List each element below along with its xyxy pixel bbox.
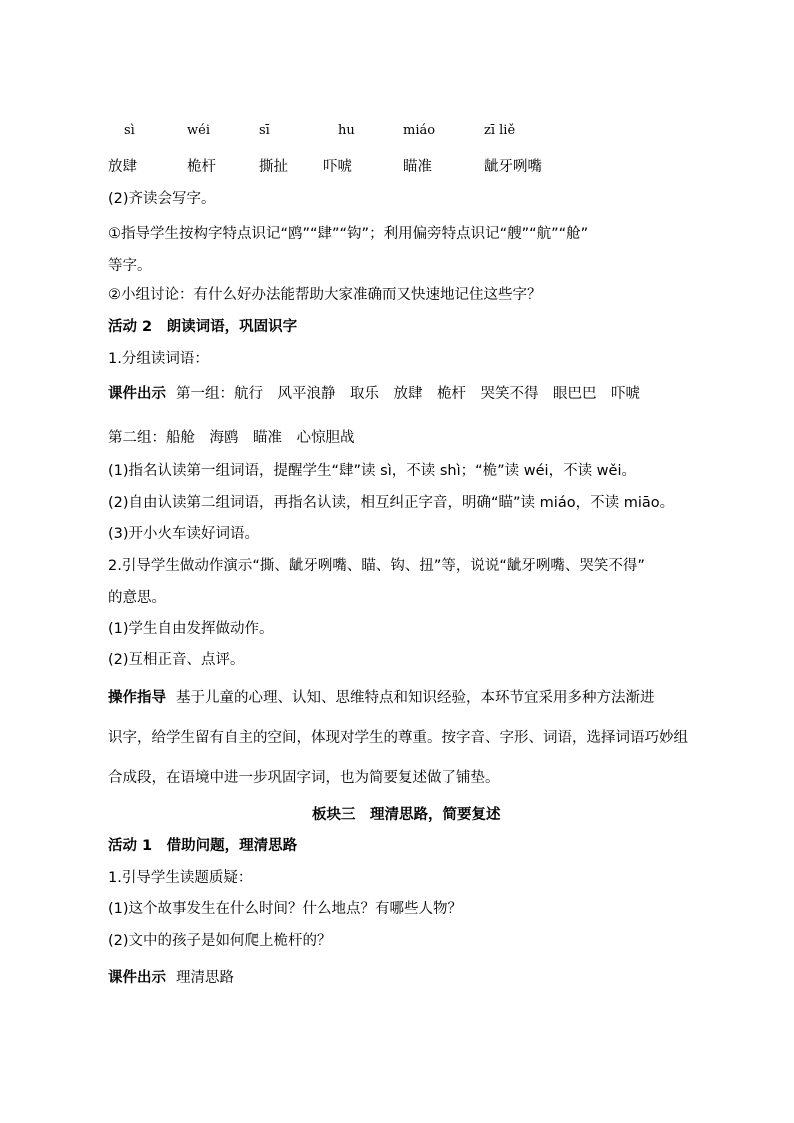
paragraph-9: (1)学生自由发挥做动作。 xyxy=(108,621,274,637)
word-xiahu: 吓唬 xyxy=(323,159,352,175)
courseware-outline-text: 理清思路 xyxy=(176,970,234,986)
operation-guide-cont-1: 识字，给学生留有自主的空间，体现对学生的尊重。按字音、字形、词语，选择词语巧妙组 xyxy=(108,730,688,746)
paragraph-5: (1)指名认读第一组词语，提醒学生“肆”读 sì，不读 shì；“桅”读 wéi，不读 wěi。 xyxy=(108,463,636,479)
pinyin-hu: hu xyxy=(338,123,355,138)
pinyin-si: sì xyxy=(124,123,135,138)
pinyin-wei: wéi xyxy=(187,123,210,138)
paragraph-8: 2.引导学生做动作演示“撕、龇牙咧嘴、瞄、钩、扭”等，说说“龇牙咧嘴、哭笑不得” xyxy=(108,558,645,574)
question-1: (1)这个故事发生在什么时间？什么地点？有哪些人物？ xyxy=(108,901,463,917)
paragraph-6: (2)自由认读第二组词语，再指名认读，相互纠正字音，明确“瞄”读 miáo，不读 miāo。 xyxy=(108,495,675,511)
operation-guide xyxy=(108,688,655,708)
word-miaozhun: 瞄准 xyxy=(403,159,432,175)
pinyin-si2: sī xyxy=(259,123,270,138)
section-3-heading: 板块三 理清思路，简要复述 xyxy=(312,807,501,823)
group-2-words: 第二组：船舱 海鸥 瞄准 心惊胆战 xyxy=(108,430,355,446)
operation-guide-text: 基于儿童的心理、认知、思维特点和知识经验，本环节宜采用多种方法渐进 xyxy=(176,690,655,706)
pinyin-zilie: zī liě xyxy=(484,123,516,138)
courseware-label-2: 课件出示 xyxy=(108,970,166,986)
paragraph-2-cont: 等字。 xyxy=(108,258,152,274)
paragraph-8-cont: 的意思。 xyxy=(108,590,166,606)
operation-guide-label: 操作指导 xyxy=(108,690,166,706)
word-sichan: 撕扯 xyxy=(259,159,288,175)
question-2: (2)文中的孩子是如何爬上桅杆的？ xyxy=(108,933,332,949)
paragraph-10: (2)互相正音、点评。 xyxy=(108,652,245,668)
paragraph-1: (2)齐读会写字。 xyxy=(108,191,216,207)
word-fangsi: 放肆 xyxy=(108,159,137,175)
paragraph-3: ②小组讨论：有什么好办法能帮助大家准确而又快速地记住这些字？ xyxy=(108,287,542,303)
activity-1-heading: 活动 1 借助问题，理清思路 xyxy=(108,838,298,854)
courseware-label: 课件出示 xyxy=(108,386,166,402)
paragraph-2: ①指导学生按构字特点识记“鸥”“肆”“钩”；利用偏旁特点识记“艘”“航”“舱” xyxy=(108,226,589,242)
group-1-words: 第一组：航行 风平浪静 取乐 放肆 桅杆 哭笑不得 眼巴巴 吓唬 xyxy=(176,386,640,402)
pinyin-miao: miáo xyxy=(403,123,436,138)
activity-2-heading: 活动 2 朗读词语，巩固识字 xyxy=(108,319,298,335)
word-ziyaliezui: 龇牙咧嘴 xyxy=(484,159,542,175)
operation-guide-cont-2: 合成段，在语境中进一步巩固字词，也为简要复述做了铺垫。 xyxy=(108,770,500,786)
courseware-group-1 xyxy=(108,384,640,404)
courseware-outline xyxy=(108,968,234,988)
paragraph-7: (3)开小火车读好词语。 xyxy=(108,526,260,542)
paragraph-11: 1.引导学生读题质疑： xyxy=(108,870,253,886)
word-weigan: 桅杆 xyxy=(187,159,216,175)
paragraph-4: 1.分组读词语： xyxy=(108,351,209,367)
